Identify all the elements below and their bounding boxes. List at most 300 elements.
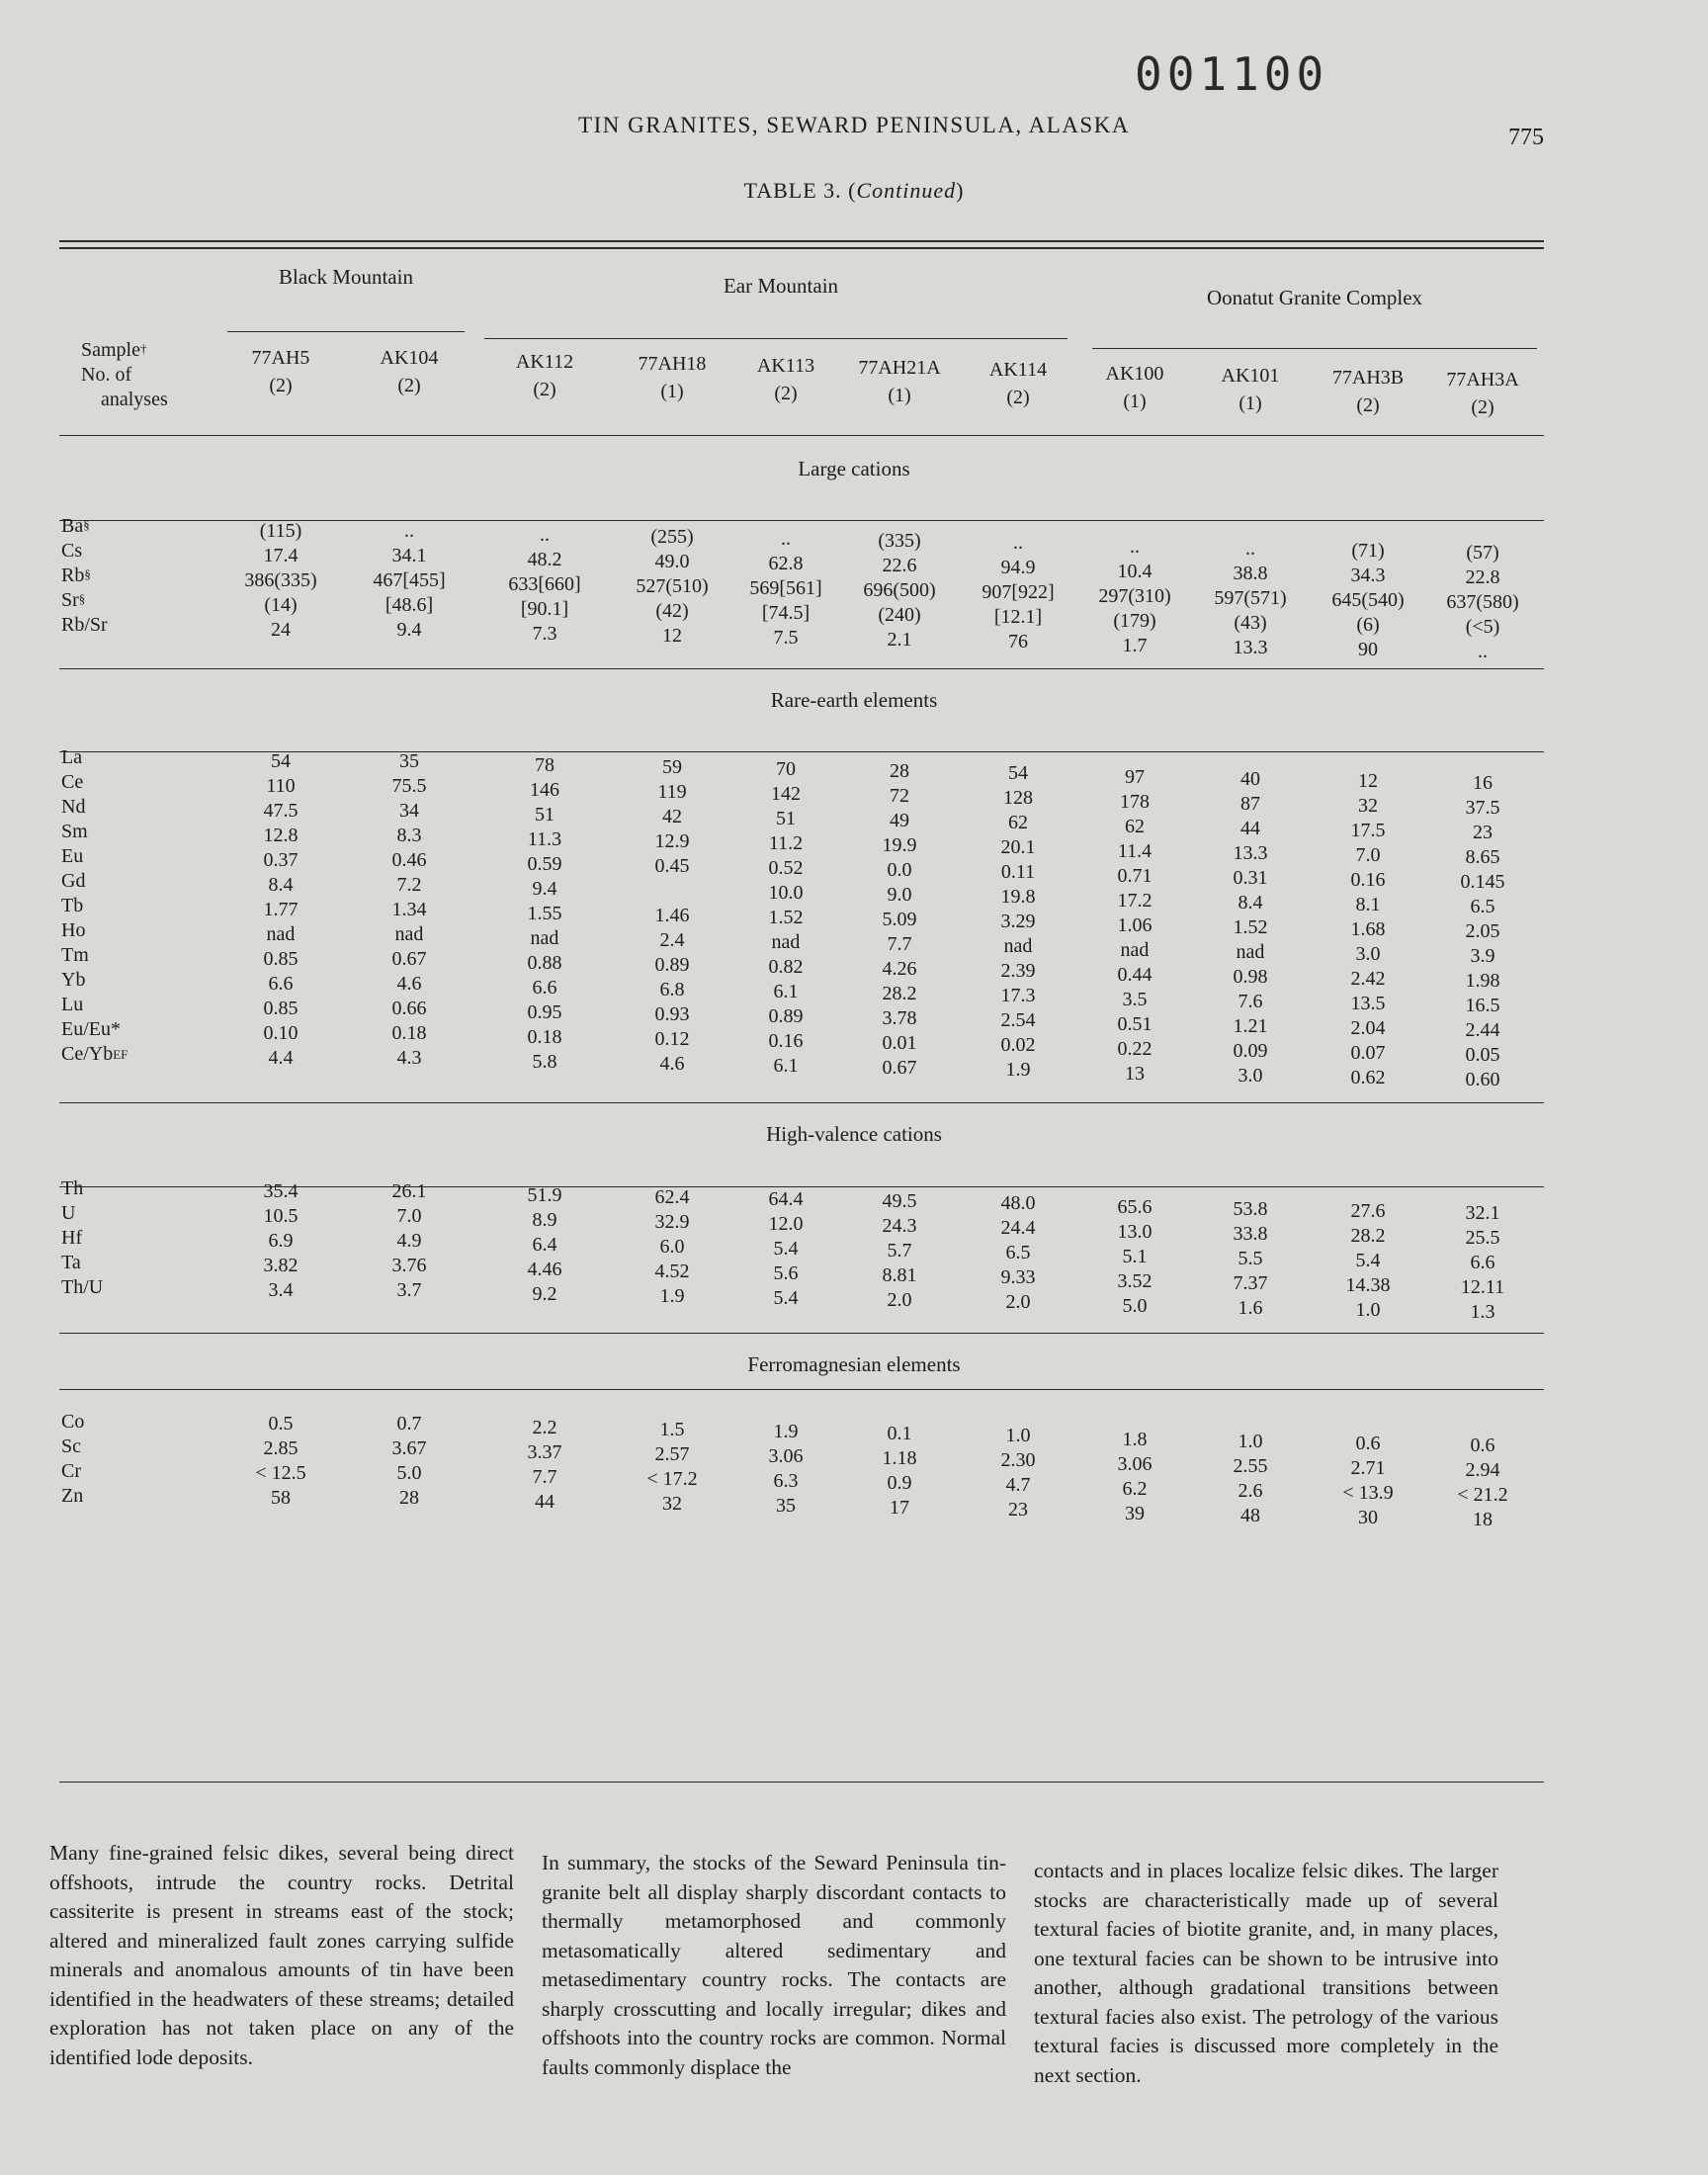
table-cell: 2.0 xyxy=(1005,1291,1031,1313)
analysis-count: (2) xyxy=(269,375,293,396)
table-cell: 13.3 xyxy=(1233,842,1268,864)
table-cell: 35.4 xyxy=(263,1180,299,1202)
table-cell: 17.5 xyxy=(1350,820,1386,841)
analysis-count: (2) xyxy=(1006,387,1030,408)
table-cell: 62.8 xyxy=(768,553,804,574)
table-cell: 87 xyxy=(1240,793,1260,815)
table-cell: 3.0 xyxy=(1355,943,1381,965)
table-cell: 5.4 xyxy=(773,1287,799,1309)
row-label: Gd xyxy=(61,870,86,892)
row-label: Co xyxy=(61,1411,85,1433)
table-cell: 3.7 xyxy=(396,1279,422,1301)
sample-id: 77AH18 xyxy=(638,353,707,375)
table-cell: 13 xyxy=(1125,1063,1145,1085)
table-cell: [12.1] xyxy=(993,606,1043,628)
sample-id: AK114 xyxy=(988,359,1048,381)
column-header xyxy=(1191,362,1310,417)
section-top-rule xyxy=(59,668,1544,669)
table-cell: 48.0 xyxy=(1000,1192,1036,1214)
table-cell: 5.0 xyxy=(396,1462,422,1484)
table-cell: 0.95 xyxy=(527,1001,562,1023)
table-cell: 1.68 xyxy=(1350,918,1386,940)
table-cell: 62 xyxy=(1008,812,1028,833)
table-cell: 28.2 xyxy=(1350,1225,1386,1247)
analysis-count: (2) xyxy=(774,383,798,404)
table-cell: 51.9 xyxy=(527,1184,562,1206)
sample-id: AK104 xyxy=(380,347,439,369)
table-cell: 3.76 xyxy=(391,1255,427,1276)
table-cell: 1.21 xyxy=(1233,1015,1268,1037)
running-head: TIN GRANITES, SEWARD PENINSULA, ALASKA xyxy=(578,113,1130,137)
table-cell: 0.9 xyxy=(887,1472,912,1494)
group-header-ear-mountain: Ear Mountain xyxy=(723,274,839,298)
table-cell: nad xyxy=(1120,939,1150,961)
table-cell: 1.9 xyxy=(1005,1059,1031,1081)
row-label: Sr§ xyxy=(61,589,86,611)
table-cell: 6.8 xyxy=(659,979,685,1000)
table-cell: 1.0 xyxy=(1355,1299,1381,1321)
table-cell: 16.5 xyxy=(1465,995,1500,1016)
table-cell: 10.0 xyxy=(768,882,804,904)
table-cell: 0.93 xyxy=(654,1003,690,1025)
row-label: Lu xyxy=(61,994,84,1015)
table-cell: 64.4 xyxy=(768,1188,804,1210)
table-cell: 34.1 xyxy=(391,545,427,566)
page-number: 775 xyxy=(1508,125,1544,150)
row-label: La xyxy=(61,746,83,768)
column-header xyxy=(1309,364,1427,419)
table-cell: 0.98 xyxy=(1233,966,1268,988)
table-cell: 8.1 xyxy=(1355,894,1381,915)
sample-id: 77AH3B xyxy=(1331,367,1405,389)
table-cell: 1.34 xyxy=(391,899,427,920)
table-cell: 7.5 xyxy=(773,627,799,649)
table-cell: 2.0 xyxy=(887,1289,912,1311)
table-cell: 35 xyxy=(776,1495,796,1517)
table-cell: 5.4 xyxy=(1355,1250,1381,1271)
table-cell: 8.65 xyxy=(1465,846,1500,868)
table-cell: nad xyxy=(771,931,801,953)
analysis-count: (1) xyxy=(888,385,911,406)
table-cell: 0.18 xyxy=(391,1022,427,1044)
analysis-count: (2) xyxy=(1471,396,1494,418)
table-cell: 0.01 xyxy=(882,1032,917,1054)
table-cell: 7.3 xyxy=(532,623,557,645)
group-rule-ear-mountain xyxy=(484,338,1068,339)
table-cell: 70 xyxy=(776,758,796,780)
table-cell: 1.9 xyxy=(773,1421,799,1442)
table-cell: 4.3 xyxy=(396,1047,422,1069)
table-cell: 22.6 xyxy=(882,555,917,576)
table-cell: 7.7 xyxy=(532,1466,557,1488)
table-cell: (<5) xyxy=(1465,616,1500,638)
table-cell: 1.46 xyxy=(654,905,690,926)
table-cell: 1.6 xyxy=(1238,1297,1263,1319)
table-cell: 58 xyxy=(271,1487,291,1509)
body-text-column-3: contacts and in places localize felsic dikes. The larger stocks are characteristically made up of several textural facies of biotite granite, and, in many places, one textural facies can be shown to be intrusive into another, although gradational transitions between textural facies also exist. The petrology of the various textural facies is discussed more completely in the next section. xyxy=(1034,1859,1498,2087)
table-cell: 59 xyxy=(662,756,682,778)
table-cell: 12.8 xyxy=(263,825,299,846)
table-cell: 0.5 xyxy=(268,1413,294,1435)
table-cell: 4.4 xyxy=(268,1047,294,1069)
table-cell: 0.46 xyxy=(391,849,427,871)
table-cell: 386(335) xyxy=(244,569,317,591)
table-cell: 0.59 xyxy=(527,853,562,875)
table-cell: 0.31 xyxy=(1233,867,1268,889)
table-cell: 6.5 xyxy=(1470,896,1495,917)
table-cell: 9.4 xyxy=(532,878,557,900)
table-cell: 8.4 xyxy=(1238,892,1263,914)
table-cell: 7.0 xyxy=(1355,844,1381,866)
table-cell: 0.18 xyxy=(527,1026,562,1048)
table-cell: 3.52 xyxy=(1117,1270,1153,1292)
table-cell: 62.4 xyxy=(654,1186,690,1208)
table-cell: 6.5 xyxy=(1005,1242,1031,1263)
section-title: High-valence cations xyxy=(766,1122,942,1146)
table-cell: [90.1] xyxy=(520,598,569,620)
table-cell: 23 xyxy=(1008,1499,1028,1521)
table-cell: 32 xyxy=(1358,795,1378,817)
table-cell: 12.0 xyxy=(768,1213,804,1235)
table-cell: (14) xyxy=(264,594,298,616)
table-cell: 6.6 xyxy=(1470,1252,1495,1273)
table-cell: 9.2 xyxy=(532,1283,557,1305)
table-cell: 33.8 xyxy=(1233,1223,1268,1245)
table-cell: 1.55 xyxy=(527,903,562,924)
table-cell: 34 xyxy=(399,800,419,822)
section-title: Large cations xyxy=(798,457,910,480)
sample-id: AK113 xyxy=(756,355,815,377)
row-label: Ce xyxy=(61,771,84,793)
column-header xyxy=(485,348,604,403)
group-header-black-mountain: Black Mountain xyxy=(279,265,413,289)
table-cell: 13.5 xyxy=(1350,993,1386,1014)
table-cell: 5.6 xyxy=(773,1262,799,1284)
table-cell: 0.44 xyxy=(1117,964,1153,986)
table-cell: 11.3 xyxy=(527,828,562,850)
table-cell: 0.145 xyxy=(1460,871,1505,893)
table-cell: 8.4 xyxy=(268,874,294,896)
table-cell: 5.8 xyxy=(532,1051,557,1073)
table-cell: 3.06 xyxy=(1117,1453,1153,1475)
sample-id: 77AH21A xyxy=(858,357,941,379)
table-cell: 3.82 xyxy=(263,1255,299,1276)
column-header xyxy=(613,350,731,405)
column-header xyxy=(726,352,845,407)
table-cell: 2.6 xyxy=(1238,1480,1263,1502)
table-cell: 51 xyxy=(535,804,555,826)
section-title: Ferromagnesian elements xyxy=(747,1352,961,1376)
table-cell: 3.37 xyxy=(527,1441,562,1463)
table-cell: 2.94 xyxy=(1465,1459,1500,1481)
column-header xyxy=(1075,360,1194,415)
group-rule-oonatut xyxy=(1092,348,1537,349)
table-cell: 7.2 xyxy=(396,874,422,896)
section-rule xyxy=(59,1389,1544,1390)
table-cell: 0.45 xyxy=(654,855,690,877)
table-cell: 7.37 xyxy=(1233,1272,1268,1294)
table-cell: 0.07 xyxy=(1350,1042,1386,1064)
table-cell: nad xyxy=(530,927,559,949)
table-cell: (179) xyxy=(1113,610,1156,632)
table-cell: 0.7 xyxy=(396,1413,422,1435)
table-cell: 32 xyxy=(662,1493,682,1515)
table-cell: 42 xyxy=(662,806,682,827)
table-cell: 32.1 xyxy=(1465,1202,1500,1224)
table-cell: 0.71 xyxy=(1117,865,1153,887)
row-label: Sc xyxy=(61,1436,81,1457)
table-cell: 24.3 xyxy=(882,1215,917,1237)
table-cell: 17.2 xyxy=(1117,890,1153,912)
table-cell: 40 xyxy=(1240,768,1260,790)
table-cell: 6.6 xyxy=(532,977,557,999)
row-label: Sm xyxy=(61,821,88,842)
table-cell: 0.16 xyxy=(1350,869,1386,891)
table-cell: 35 xyxy=(399,750,419,772)
table-cell: 6.3 xyxy=(773,1470,799,1492)
table-cell: 1.3 xyxy=(1470,1301,1495,1323)
table-cell: 0.09 xyxy=(1233,1040,1268,1062)
table-cell: (240) xyxy=(878,604,921,626)
column-header xyxy=(1423,366,1542,421)
table-cell: 0.67 xyxy=(391,948,427,970)
table-cell: 24.4 xyxy=(1000,1217,1036,1239)
table-cell: 53.8 xyxy=(1233,1198,1268,1220)
table-cell: 0.62 xyxy=(1350,1067,1386,1088)
table-cell: 0.82 xyxy=(768,956,804,978)
table-cell: 37.5 xyxy=(1465,797,1500,819)
table-cell: 65.6 xyxy=(1117,1196,1153,1218)
table-cell: 2.42 xyxy=(1350,968,1386,990)
table-cell: [48.6] xyxy=(384,594,434,616)
table-cell: 3.0 xyxy=(1238,1065,1263,1087)
table-cell: 5.0 xyxy=(1122,1295,1148,1317)
table-cell: 1.52 xyxy=(1233,916,1268,938)
table-cell: 1.06 xyxy=(1117,914,1153,936)
table-cell: 12.11 xyxy=(1460,1276,1505,1298)
table-cell: 32.9 xyxy=(654,1211,690,1233)
table-cell: 907[922] xyxy=(982,581,1055,603)
table-cell: 4.46 xyxy=(527,1259,562,1280)
table-cell: 2.2 xyxy=(532,1417,557,1438)
table-cell: 3.5 xyxy=(1122,989,1148,1010)
table-cell: 0.51 xyxy=(1117,1013,1153,1035)
table-cell: 2.1 xyxy=(887,629,912,651)
table-cell: .. xyxy=(1130,536,1140,558)
table-cell: 0.60 xyxy=(1465,1069,1500,1090)
section-top-rule xyxy=(59,1102,1544,1103)
table-cell: 4.7 xyxy=(1005,1474,1031,1496)
analysis-count: (1) xyxy=(660,381,684,402)
table-cell: 0.66 xyxy=(391,998,427,1019)
table-cell: 7.0 xyxy=(396,1205,422,1227)
analysis-count: (2) xyxy=(533,379,556,400)
table-cell: (43) xyxy=(1234,612,1267,634)
table-cell: 0.85 xyxy=(263,998,299,1019)
table-cell: nad xyxy=(1003,935,1033,957)
row-label: Rb/Sr xyxy=(61,614,108,636)
table-cell: 597(571) xyxy=(1214,587,1287,609)
table-cell: 62 xyxy=(1125,816,1145,837)
table-cell: 0.37 xyxy=(263,849,299,871)
table-cell: 119 xyxy=(657,781,687,803)
table-cell: 6.9 xyxy=(268,1230,294,1252)
table-cell: 128 xyxy=(1003,787,1033,809)
table-cell: 1.98 xyxy=(1465,970,1500,992)
analysis-count: (2) xyxy=(397,375,421,396)
section-title: Rare-earth elements xyxy=(770,688,938,712)
table-cell: nad xyxy=(1236,941,1265,963)
row-label: Tm xyxy=(61,944,89,966)
table-cell: (255) xyxy=(650,526,694,548)
row-label: Eu/Eu* xyxy=(61,1018,121,1040)
table-cell: 696(500) xyxy=(863,579,936,601)
header-row-label: Sample† No. of analyses xyxy=(81,339,168,410)
table-cell: 3.29 xyxy=(1000,911,1036,932)
table-cell: nad xyxy=(394,923,424,945)
table-cell: 8.3 xyxy=(396,825,422,846)
table-top-rule xyxy=(59,240,1544,242)
section-top-rule xyxy=(59,1333,1544,1334)
table-cell: 0.85 xyxy=(263,948,299,970)
table-cell: 0.52 xyxy=(768,857,804,879)
row-label: Cs xyxy=(61,540,83,562)
row-label: Cr xyxy=(61,1460,81,1482)
table-cell: 27.6 xyxy=(1350,1200,1386,1222)
table-cell: 11.2 xyxy=(768,832,804,854)
sample-id: AK112 xyxy=(515,351,574,373)
table-cell: 38.8 xyxy=(1233,563,1268,584)
table-end-rule xyxy=(59,1782,1544,1783)
header-bottom-rule xyxy=(59,435,1544,436)
row-label: Ho xyxy=(61,919,86,941)
table-cell: 0.12 xyxy=(654,1028,690,1050)
table-cell: 26.1 xyxy=(391,1180,427,1202)
row-label: Zn xyxy=(61,1485,84,1507)
table-cell: 14.38 xyxy=(1345,1274,1391,1296)
table-cell: 5.7 xyxy=(887,1240,912,1262)
table-cell: < 12.5 xyxy=(255,1462,306,1484)
table-cell: 3.4 xyxy=(268,1279,294,1301)
row-label: Ce/YbEF xyxy=(61,1043,128,1065)
table-cell: 1.52 xyxy=(768,907,804,928)
table-cell: 17 xyxy=(890,1497,909,1519)
table-cell: 0.22 xyxy=(1117,1038,1153,1060)
table-cell: 4.6 xyxy=(659,1053,685,1075)
table-cell: 0.89 xyxy=(654,954,690,976)
table-cell: 6.2 xyxy=(1122,1478,1148,1500)
table-cell: 13.3 xyxy=(1233,637,1268,658)
table-cell: 569[561] xyxy=(749,577,822,599)
table-cell: 28 xyxy=(890,760,909,782)
table-cell: 5.09 xyxy=(882,909,917,930)
column-header xyxy=(221,344,340,399)
sample-id: 77AH5 xyxy=(251,347,310,369)
table-cell: .. xyxy=(1013,532,1023,554)
row-label: Eu xyxy=(61,845,84,867)
table-cell: 16 xyxy=(1473,772,1493,794)
table-cell: 22.8 xyxy=(1465,566,1500,588)
table-cell: 10.4 xyxy=(1117,561,1153,582)
table-cell: 18 xyxy=(1473,1509,1493,1530)
table-cell: 39 xyxy=(1125,1503,1145,1524)
body-text-column-2: In summary, the stocks of the Seward Peninsula tin-granite belt all display sharply discordant contacts to thermally metamorphosed and commonly metasomatically altered sedimentary and metasedimentary country rocks. The contacts are sharply crosscutting and locally irregular; dikes and offshoots into the country rocks are common. Normal faults commonly displace the xyxy=(542,1851,1006,2079)
table-cell: (42) xyxy=(655,600,689,622)
table-cell: 78 xyxy=(535,754,555,776)
table-cell: 12 xyxy=(1358,770,1378,792)
table-cell: 51 xyxy=(776,808,796,829)
table-cell: 1.0 xyxy=(1238,1431,1263,1452)
table-cell: 4.52 xyxy=(654,1261,690,1282)
table-cell: 19.8 xyxy=(1000,886,1036,908)
row-label: Yb xyxy=(61,969,86,991)
table-cell: 11.4 xyxy=(1117,840,1153,862)
archive-stamp-number: 001100 xyxy=(1135,47,1329,101)
table-cell: nad xyxy=(266,923,296,945)
table-cell: 6.1 xyxy=(773,1055,799,1077)
table-cell: 0.6 xyxy=(1470,1435,1495,1456)
table-cell: 2.54 xyxy=(1000,1009,1036,1031)
table-cell: 44 xyxy=(535,1491,555,1513)
row-label: Rb§ xyxy=(61,565,91,586)
table-cell: 1.9 xyxy=(659,1285,685,1307)
table-cell: 0.88 xyxy=(527,952,562,974)
row-label: Ba§ xyxy=(61,515,90,537)
table-cell: 1.77 xyxy=(263,899,299,920)
table-cell: < 13.9 xyxy=(1342,1482,1394,1504)
table-cell: 0.02 xyxy=(1000,1034,1036,1056)
table-cell: 54 xyxy=(271,750,291,772)
table-cell: 13.0 xyxy=(1117,1221,1153,1243)
table-cell: 8.81 xyxy=(882,1264,917,1286)
group-rule-black-mountain xyxy=(227,331,465,332)
table-cell: 1.8 xyxy=(1122,1429,1148,1450)
table-cell: 25.5 xyxy=(1465,1227,1500,1249)
table-cell: 17.3 xyxy=(1000,985,1036,1006)
row-label: Th xyxy=(61,1177,84,1199)
table-cell: 0.05 xyxy=(1465,1044,1500,1066)
table-cell: 24 xyxy=(271,619,291,641)
table-cell: 2.30 xyxy=(1000,1449,1036,1471)
table-cell: 28.2 xyxy=(882,983,917,1004)
table-cell: 0.6 xyxy=(1355,1433,1381,1454)
table-cell: 1.18 xyxy=(882,1447,917,1469)
table-cell: 94.9 xyxy=(1000,557,1036,578)
table-cell: [74.5] xyxy=(761,602,811,624)
table-cell: 20.1 xyxy=(1000,836,1036,858)
table-cell: 9.33 xyxy=(1000,1266,1036,1288)
table-cell: 54 xyxy=(1008,762,1028,784)
table-cell: 0.89 xyxy=(768,1005,804,1027)
table-cell: 146 xyxy=(530,779,559,801)
table-cell: .. xyxy=(404,520,414,542)
table-cell: 9.4 xyxy=(396,619,422,641)
sample-id: 77AH3A xyxy=(1446,369,1519,391)
column-header xyxy=(959,356,1077,411)
table-cell: 2.05 xyxy=(1465,920,1500,942)
table-cell: 47.5 xyxy=(263,800,299,822)
table-cell: 5.5 xyxy=(1238,1248,1263,1269)
table-cell: 6.1 xyxy=(773,981,799,1002)
body-text-column-1: Many fine-grained felsic dikes, several being direct offshoots, intrude the country rocks. Detrital cassiterite is present in streams east of the stock; altered and mineralized fault zones carrying sulfide minerals and anomalous amounts of tin have been identified in the headwaters of these streams; detailed exploration has not taken place on any of the identified lode deposits. xyxy=(49,1841,514,2069)
table-cell: 178 xyxy=(1120,791,1150,813)
table-cell: 2.85 xyxy=(263,1437,299,1459)
table-cell: 637(580) xyxy=(1446,591,1519,613)
table-cell: 0.67 xyxy=(882,1057,917,1079)
table-cell: 12.9 xyxy=(654,830,690,852)
sample-id: AK101 xyxy=(1221,365,1280,387)
table-cell: < 17.2 xyxy=(646,1468,698,1490)
